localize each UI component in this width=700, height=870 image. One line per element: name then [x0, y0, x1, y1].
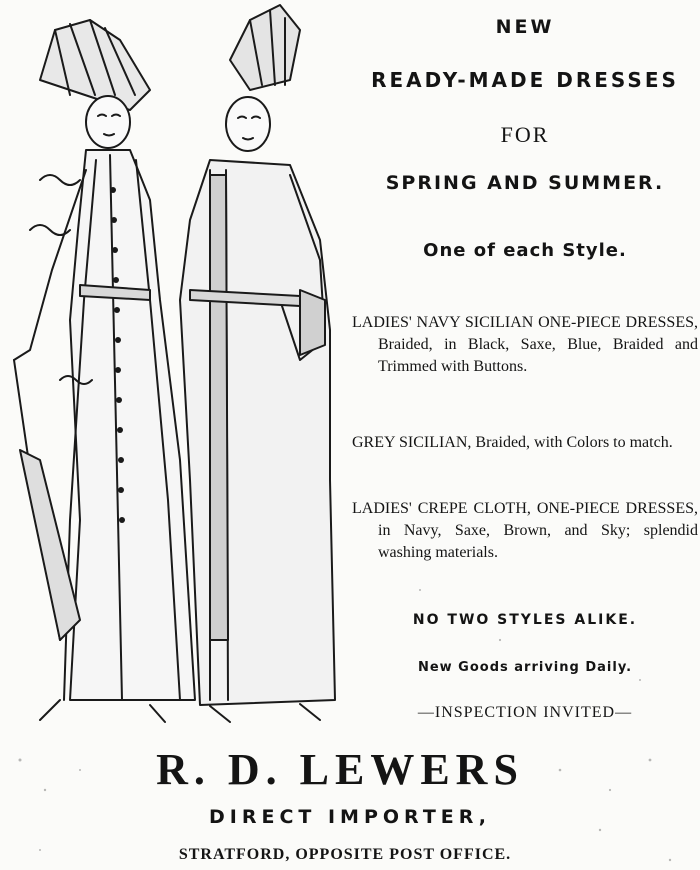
heading-for: FOR: [500, 122, 550, 147]
firm-name: R. D. LEWERS: [156, 745, 524, 794]
dress-item-navy-sicilian: LADIES' NAVY SICILIAN ONE-PIECE DRESSES, Braided, in Black, Saxe, Blue, Braided and Trimmed with Buttons.: [352, 314, 698, 375]
dress-item-crepe-cloth: LADIES' CREPE CLOTH, ONE-PIECE DRESSES, in Navy, Saxe, Brown, and Sky; splendid washing materials.: [352, 500, 698, 561]
heading-new: NEW: [495, 16, 555, 38]
two-ladies-in-dresses-illustration: [0, 0, 360, 740]
heading-ready-made-dresses: READY-MADE DRESSES: [371, 68, 679, 92]
direct-importer-line: DIRECT IMPORTER,: [209, 806, 491, 828]
new-goods-notice: New Goods arriving Daily.: [417, 660, 633, 675]
inspection-invited: —INSPECTION INVITED—: [417, 704, 633, 721]
heading-one-of-each-style: One of each Style.: [423, 240, 627, 261]
heading-spring-summer: SPRING AND SUMMER.: [385, 172, 665, 194]
address-line: STRATFORD, OPPOSITE POST OFFICE.: [178, 846, 512, 863]
dress-item-grey-sicilian: GREY SICILIAN, Braided, with Colors to match.: [352, 434, 673, 451]
no-two-styles-alike: NO TWO STYLES ALIKE.: [412, 612, 638, 628]
